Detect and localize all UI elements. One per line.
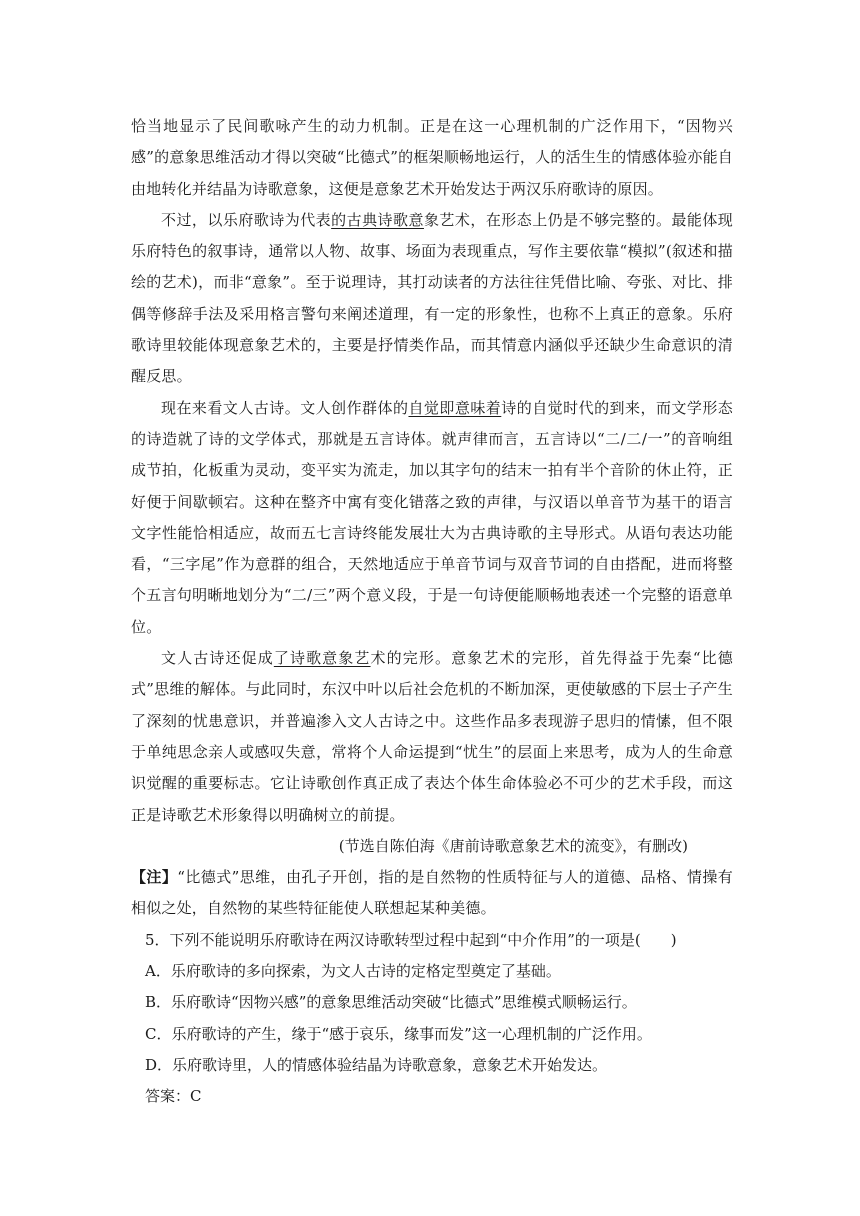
underlined-phrase-3: 了诗歌意象艺 <box>273 649 371 668</box>
paragraph-3-text-a: 现在来看文人古诗。文人创作群体的 <box>161 398 409 417</box>
underlined-phrase-1: 的古典诗歌意 <box>331 210 424 229</box>
paragraph-3 <box>131 393 733 643</box>
note <box>131 862 733 925</box>
note-label: 【注】 <box>131 868 178 887</box>
paragraph-2-text-a: 不过，以乐府歌诗为代表 <box>161 210 332 229</box>
source-citation: (节选自陈伯海《唐前诗歌意象艺术的流变》，有删改) <box>338 836 688 855</box>
paragraph-4-text-a: 文人古诗还促成 <box>161 649 274 668</box>
question-stem: 5．下列不能说明乐府歌诗在两汉诗歌转型过程中起到“中介作用”的一项是( ) <box>145 930 677 949</box>
question-5 <box>131 925 733 1113</box>
answer: 答案：C <box>145 1087 202 1106</box>
paragraph-3-text-b: 诗的自觉时代的到来，而文学形态的诗造就了诗的文学体式，那就是五言诗体。就声律而言，五言诗以“二/二/一”的音响组成节拍，化板重为灵动，变平实为流走，加以其字句的结末一拍有半个音阶的休止符，正好便于间歇顿宕。这种在整齐中寓有变化错落之致的声律，与汉语以单音节为基干的语言文字性能恰相适应，故而五七言诗终能发展壮大为古典诗歌的主导形式。从语句表达功能看，“三字尾”作为意群的组合，天然地适应于单音节词与双音节词的自由搭配，进而将整个五言句明晰地划分为“二/三”两个意义段，于是一句诗便能顺畅地表述一个完整的语意单位。 <box>131 398 734 636</box>
paragraph-4 <box>131 643 733 831</box>
paragraph-2-text-b: 象艺术，在形态上仍是不够完整的。最能体现乐府特色的叙事诗，通常以人物、故事、场面为表现重点，写作主要依靠“模拟”(叙述和描绘的艺术)，而非“意象”。至于说理诗，其打动读者的方法往往凭借比喻、夸张、对比、排偶等修辞手法及采用格言警句来阐述道理，有一定的形象性，也称不上真正的意象。乐府歌诗里较能体现意象艺术的，主要是抒情类作品，而其情意内涵似乎还缺少生命意识的清醒反思。 <box>131 210 734 386</box>
paragraph-2 <box>131 205 733 393</box>
underlined-phrase-2: 自觉即意味着 <box>408 398 502 417</box>
option-a: A．乐府歌诗的多向探索，为文人古诗的定格定型奠定了基础。 <box>145 962 561 981</box>
passage-body <box>131 111 733 1113</box>
option-b: B．乐府歌诗“因物兴感”的意象思维活动突破“比德式”思维模式顺畅运行。 <box>145 993 637 1012</box>
paragraph-1: 恰当地显示了民间歌咏产生的动力机制。正是在这一心理机制的广泛作用下，“因物兴感”的意象思维活动才得以突破“比德式”的框架顺畅地运行，人的活生生的情感体验亦能自由地转化并结晶为诗歌意象，这便是意象艺术开始发达于两汉乐府歌诗的原因。 <box>131 117 733 198</box>
option-c: C．乐府歌诗的产生，缘于“感于哀乐，缘事而发”这一心理机制的广泛作用。 <box>145 1024 652 1043</box>
paragraph-4-text-b: 术的完形。意象艺术的完形，首先得益于先秦“比德式”思维的解体。与此同时，东汉中叶以后社会危机的不断加深，更使敏感的下层士子产生了深刻的忧患意识，并普遍渗入文人古诗之中。这些作品多表现游子思归的情愫，但不限于单纯思念亲人或感叹失意，常将个人命运提到“忧生”的层面上来思考，成为人的生命意识觉醒的重要标志。它让诗歌创作真正成了表达个体生命体验必不可少的艺术手段，而这正是诗歌艺术形象得以明确树立的前提。 <box>131 649 734 824</box>
note-text: “比德式”思维，由孔子开创，指的是自然物的性质特征与人的道德、品格、情操有相似之处，自然物的某些特征能使人联想起某种美德。 <box>131 868 733 918</box>
option-d: D．乐府歌诗里，人的情感体验结晶为诗歌意象，意象艺术开始发达。 <box>145 1055 608 1074</box>
